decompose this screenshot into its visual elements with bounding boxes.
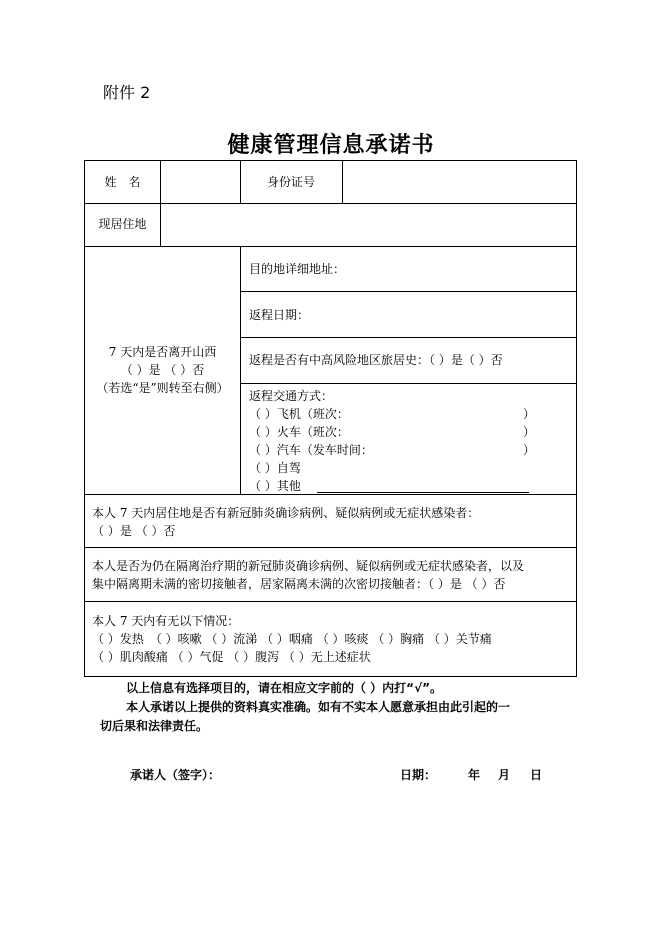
row-divider xyxy=(240,337,576,338)
form-title: 健康管理信息承诺书 xyxy=(227,133,435,158)
date-year: 年 xyxy=(468,768,481,782)
transport-title: 返程交通方式： xyxy=(249,389,334,403)
col-divider xyxy=(342,161,343,203)
commitment-statement-cont: 切后果和法律责任。 xyxy=(100,719,209,733)
symptom-options-row1[interactable]: （ ）发热 （ ）咳嗽 （ ）流涕 （ ）咽痛 （ ）咳痰 （ ）胸痛 （ ）关节痛 xyxy=(92,632,492,646)
row-divider xyxy=(240,383,576,384)
col-divider xyxy=(160,161,161,246)
row-divider xyxy=(85,246,576,247)
left-q-options[interactable]: （ ）是 （ ）否 xyxy=(120,363,205,377)
transport-option-self-drive[interactable]: （ ）自驾 xyxy=(249,461,301,475)
question-symptoms: 本人 7 天内有无以下情况： （ ）发热 （ ）咳嗽 （ ）流涕 （ ）咽痛 （ ）咳痰 （ ）胸痛 （ ）关节痛 （ ）肌肉酸痛 （ ）气促 （ ）腹泻 （ ）无上述症状 xyxy=(92,612,576,666)
attachment-label: 附件 2 xyxy=(103,83,151,102)
name-label: 姓 名 xyxy=(104,175,141,189)
row-divider xyxy=(240,291,576,292)
date-month: 月 xyxy=(498,768,511,782)
transport-section xyxy=(249,387,569,495)
row-divider xyxy=(85,601,576,602)
symptom-options-row2[interactable]: （ ）肌肉酸痛 （ ）气促 （ ）腹泻 （ ）无上述症状 xyxy=(92,650,371,664)
date-day: 日 xyxy=(530,768,543,782)
transport-option-bus[interactable]: （ ）汽车（发车时间： ） xyxy=(249,443,536,457)
instruction-note: 以上信息有选择项目的，请在相应文字前的（ ）内打“√”。 xyxy=(126,681,442,695)
question-residence-cases: 本人 7 天内居住地是否有新冠肺炎确诊病例、疑似病例或无症状感染者： （ ）是 （ ）否 xyxy=(92,504,572,540)
health-form-table xyxy=(84,160,577,677)
col-divider xyxy=(240,246,241,494)
question-residence-cases-options[interactable]: （ ）是 （ ）否 xyxy=(92,524,176,538)
destination-address-label: 目的地详细地址： xyxy=(249,262,346,276)
row-divider xyxy=(85,203,576,204)
commitment-statement: 本人承诺以上提供的资料真实准确。如有不实本人愿意承担由此引起的一 xyxy=(126,700,511,714)
return-date-label: 返程日期： xyxy=(249,308,310,322)
left-shanxi-question xyxy=(85,343,240,397)
left-q-hint: （若选“是”则转至右侧） xyxy=(96,381,229,395)
transport-option-plane[interactable]: （ ）飞机（班次： ） xyxy=(249,407,536,421)
other-blank-underline xyxy=(317,492,529,493)
transport-option-other[interactable]: （ ）其他 xyxy=(249,477,569,495)
transport-option-train[interactable]: （ ）火车（班次： ） xyxy=(249,425,536,439)
left-q-line1: 7 天内是否离开山西 xyxy=(108,345,217,359)
question-isolation-status: 本人是否为仍在隔离治疗期的新冠肺炎确诊病例、疑似病例或无症状感染者，以及 集中隔离期未满的密切接触者，居家隔离未满的次密切接触者：（ ）是 （ ）否 xyxy=(92,559,525,591)
id-number-label: 身份证号 xyxy=(266,175,315,189)
promiser-signature-label: 承诺人（签字）： xyxy=(130,768,221,782)
row-divider xyxy=(85,547,576,548)
residence-label: 现居住地 xyxy=(98,217,147,231)
date-label: 日期： xyxy=(400,768,437,782)
risk-area-history[interactable]: 返程是否有中高风险地区旅居史：（ ）是（ ）否 xyxy=(249,353,503,367)
